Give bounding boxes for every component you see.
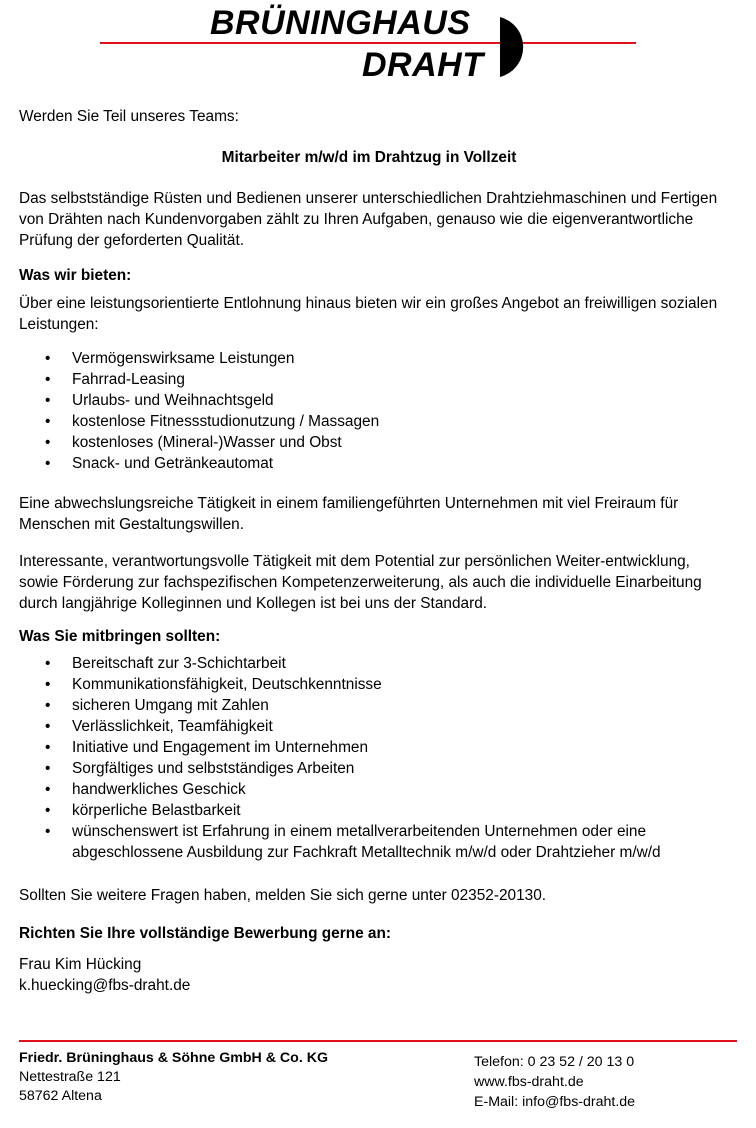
list-item: • Verlässlichkeit, Teamfähigkeit: [19, 716, 719, 737]
list-item: • kostenloses (Mineral-)Wasser und Obst: [19, 432, 719, 453]
footer-contact: [474, 1052, 635, 1112]
list-item: • sicheren Umgang mit Zahlen: [19, 695, 719, 716]
job-description: Das selbstständige Rüsten und Bedienen unserer unterschiedlichen Drahtziehmaschinen und Fertigen von Drähten nach Kundenvorgaben zählt zu Ihren Aufgaben, genauso wie die eigenverantwortliche Prüfung der geforderten Qualität.: [19, 190, 718, 249]
list-item: • Bereitschaft zur 3-Schichtarbeit: [19, 653, 719, 674]
logo-disc-icon: [478, 14, 544, 80]
offer-paragraph-1: Eine abwechslungsreiche Tätigkeit in einem familiengeführten Unternehmen mit viel Freiraum für Menschen mit Gestaltungswillen.: [19, 495, 679, 533]
requirements-heading: Was Sie mitbringen sollten:: [19, 628, 221, 645]
company-logo: [0, 0, 756, 90]
contact-email[interactable]: k.huecking@fbs-draht.de: [19, 977, 191, 994]
logo-red-line: [100, 42, 636, 44]
logo-text-line2: DRAHT: [362, 46, 484, 84]
offer-paragraph-2: Interessante, verantwortungsvolle Tätigkeit mit dem Potential zur persönlichen Weiter-entwicklung, sowie Förderung zur fachspezifischen Kompetenzerweiterung, als auch die individuelle Einarbeitung durch langjährige Kolleginnen und Kollegen ist bei uns der Standard.: [19, 553, 702, 612]
footer-website-link[interactable]: www.fbs-draht.de: [474, 1074, 584, 1090]
footer-email-link[interactable]: E-Mail: info@fbs-draht.de: [474, 1094, 636, 1110]
footer-city: 58762 Altena: [19, 1088, 102, 1104]
list-item: • handwerkliches Geschick: [19, 779, 719, 800]
footer-address: [19, 1049, 328, 1106]
list-item: • kostenlose Fitnessstudionutzung / Massagen: [19, 411, 719, 432]
list-item: • körperliche Belastbarkeit: [19, 800, 719, 821]
questions-text: Sollten Sie weitere Fragen haben, melden Sie sich gerne unter 02352-20130.: [19, 887, 547, 904]
job-posting: [19, 106, 719, 996]
contact-name: Frau Kim Hücking: [19, 956, 142, 973]
intro-text: Werden Sie Teil unseres Teams:: [19, 108, 239, 125]
offer-heading: Was wir bieten:: [19, 267, 132, 284]
footer-street: Nettestraße 121: [19, 1069, 121, 1085]
job-title: Mitarbeiter m/w/d im Drahtzug in Vollzeit: [221, 149, 517, 166]
list-item: • Urlaubs- und Weihnachtsgeld: [19, 390, 719, 411]
footer-phone: Telefon: 0 23 52 / 20 13 0: [474, 1054, 635, 1070]
list-item: • Initiative und Engagement im Unternehmen: [19, 737, 719, 758]
footer-company: Friedr. Brüninghaus & Söhne GmbH & Co. KG: [19, 1050, 328, 1066]
offer-intro: Über eine leistungsorientierte Entlohnung hinaus bieten wir ein großes Angebot an freiwilligen sozialen Leistungen:: [19, 295, 718, 333]
list-item: • Vermögenswirksame Leistungen: [19, 348, 719, 369]
logo-text-line1: BRÜNINGHAUS: [210, 4, 471, 42]
list-item: • Snack- und Getränkeautomat: [19, 453, 719, 474]
list-item: • Fahrrad-Leasing: [19, 369, 719, 390]
offer-list: [19, 348, 719, 474]
footer-divider: [19, 1040, 737, 1042]
list-item: • Sorgfältiges und selbstständiges Arbeiten: [19, 758, 719, 779]
requirements-list: [19, 653, 719, 863]
list-item: • wünschenswert ist Erfahrung in einem metallverarbeitenden Unternehmen oder eine abgeschlossene Ausbildung zur Fachkraft Metalltechnik m/w/d oder Drahtzieher m/w/d: [19, 821, 719, 863]
application-heading: Richten Sie Ihre vollständige Bewerbung gerne an:: [19, 925, 392, 942]
list-item: • Kommunikationsfähigkeit, Deutschkenntnisse: [19, 674, 719, 695]
